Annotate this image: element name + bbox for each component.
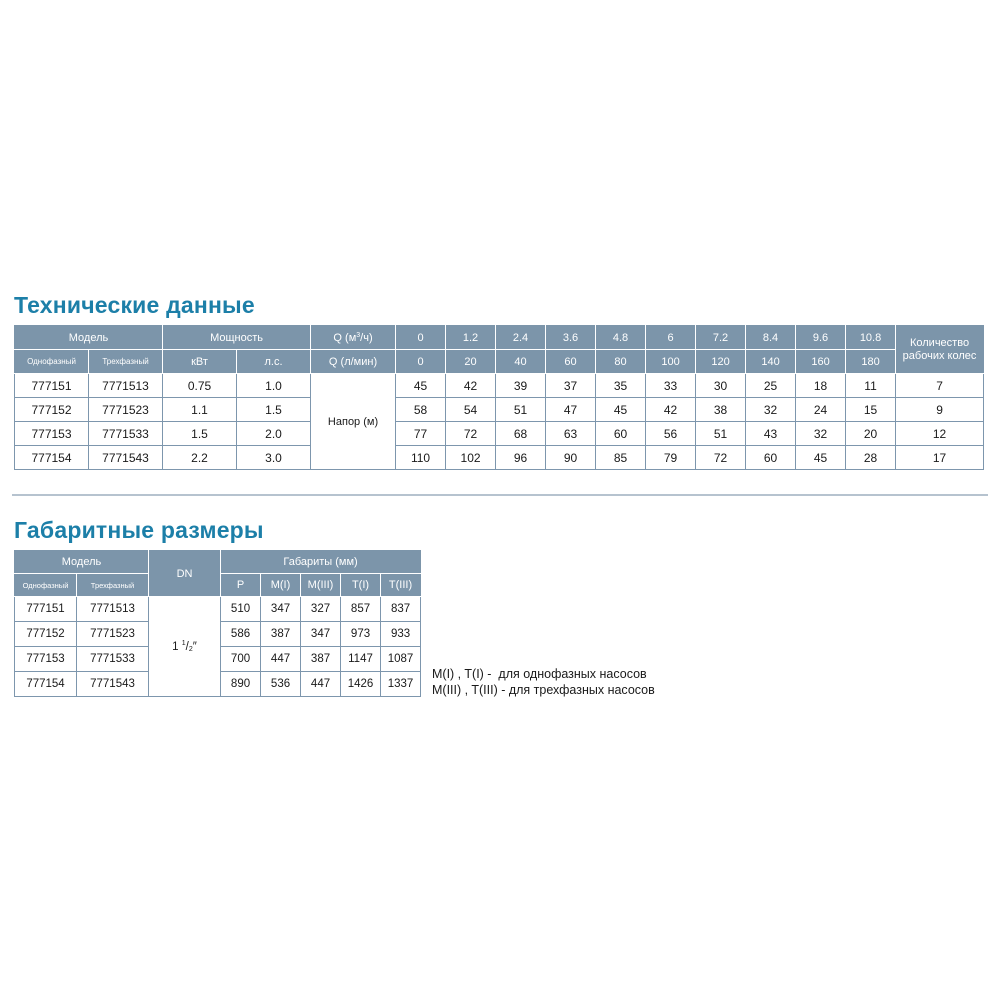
table-row bbox=[15, 398, 984, 422]
single-phase-model: 777152 bbox=[15, 398, 89, 422]
three-phase-model: 7771523 bbox=[89, 398, 163, 422]
dim-value: 837 bbox=[381, 597, 421, 622]
dim-value: 347 bbox=[261, 597, 301, 622]
dn-header: DN bbox=[149, 551, 221, 597]
tech-data-title: Технические данные bbox=[14, 292, 255, 318]
q-m3h-post: /ч) bbox=[360, 331, 373, 344]
dim-value: 857 bbox=[341, 597, 381, 622]
head-value: 47 bbox=[546, 398, 596, 422]
dimension-notes bbox=[432, 666, 655, 698]
flow-m3h-cell: 9.6 bbox=[796, 326, 846, 350]
head-value: 45 bbox=[596, 398, 646, 422]
flow-m3h-cell: 1.2 bbox=[446, 326, 496, 350]
table-row bbox=[15, 374, 984, 398]
dims-three-phase-header: Трехфазный bbox=[77, 574, 149, 597]
kw-header: кВт bbox=[163, 350, 237, 374]
head-value: 51 bbox=[696, 422, 746, 446]
head-value: 45 bbox=[796, 446, 846, 470]
dim-col-header: M(I) bbox=[261, 574, 301, 597]
tech-header-row-1 bbox=[15, 326, 984, 350]
table-row bbox=[15, 446, 984, 470]
power-hp: 1.0 bbox=[237, 374, 311, 398]
head-value: 72 bbox=[446, 422, 496, 446]
head-value: 15 bbox=[846, 398, 896, 422]
dim-value: 1087 bbox=[381, 647, 421, 672]
dim-value: 387 bbox=[261, 622, 301, 647]
flow-lmin-cell: 0 bbox=[396, 350, 446, 374]
flow-m3h-cell: 10.8 bbox=[846, 326, 896, 350]
head-value: 60 bbox=[596, 422, 646, 446]
single-phase-model: 777154 bbox=[15, 672, 77, 697]
three-phase-header: Трехфазный bbox=[89, 350, 163, 374]
three-phase-model: 7771533 bbox=[89, 422, 163, 446]
three-phase-model: 7771543 bbox=[77, 672, 149, 697]
flow-m3h-cell: 6 bbox=[646, 326, 696, 350]
head-value: 43 bbox=[746, 422, 796, 446]
head-value: 79 bbox=[646, 446, 696, 470]
dim-value: 933 bbox=[381, 622, 421, 647]
single-phase-model: 777152 bbox=[15, 622, 77, 647]
head-value: 25 bbox=[746, 374, 796, 398]
dimensions-title: Габаритные размеры bbox=[14, 517, 264, 543]
head-value: 32 bbox=[746, 398, 796, 422]
dim-col-header: T(III) bbox=[381, 574, 421, 597]
dims-single-phase-header: Однофазный bbox=[15, 574, 77, 597]
head-value: 24 bbox=[796, 398, 846, 422]
head-value: 51 bbox=[496, 398, 546, 422]
flow-m3h-cell: 3.6 bbox=[546, 326, 596, 350]
dn-value bbox=[149, 597, 221, 697]
dim-col-header: T(I) bbox=[341, 574, 381, 597]
tech-header-row-2 bbox=[15, 350, 984, 374]
flow-lmin-cell: 160 bbox=[796, 350, 846, 374]
head-value: 77 bbox=[396, 422, 446, 446]
three-phase-model: 7771513 bbox=[77, 597, 149, 622]
head-value: 42 bbox=[646, 398, 696, 422]
flow-lmin-cell: 140 bbox=[746, 350, 796, 374]
head-value: 96 bbox=[496, 446, 546, 470]
head-value: 60 bbox=[746, 446, 796, 470]
head-value: 110 bbox=[396, 446, 446, 470]
head-value: 72 bbox=[696, 446, 746, 470]
head-value: 42 bbox=[446, 374, 496, 398]
note-single-phase: M(I) , T(I) - для однофазных насосов bbox=[432, 667, 647, 681]
tech-data-table bbox=[14, 325, 984, 470]
dim-value: 387 bbox=[301, 647, 341, 672]
power-kw: 0.75 bbox=[163, 374, 237, 398]
head-value: 38 bbox=[696, 398, 746, 422]
head-value: 54 bbox=[446, 398, 496, 422]
head-value: 45 bbox=[396, 374, 446, 398]
dim-col-header: M(III) bbox=[301, 574, 341, 597]
dim-value: 1147 bbox=[341, 647, 381, 672]
head-value: 33 bbox=[646, 374, 696, 398]
table-row bbox=[15, 597, 421, 622]
single-phase-model: 777154 bbox=[15, 446, 89, 470]
head-value: 63 bbox=[546, 422, 596, 446]
head-label: Напор (м) bbox=[311, 374, 396, 470]
impellers-line-1: Количество bbox=[909, 336, 970, 349]
flow-lmin-cell: 20 bbox=[446, 350, 496, 374]
flow-lmin-cell: 80 bbox=[596, 350, 646, 374]
q-lmin-header: Q (л/мин) bbox=[311, 350, 396, 374]
three-phase-model: 7771513 bbox=[89, 374, 163, 398]
dim-col-header: P bbox=[221, 574, 261, 597]
single-phase-model: 777153 bbox=[15, 422, 89, 446]
impellers-count: 17 bbox=[896, 446, 984, 470]
head-value: 85 bbox=[596, 446, 646, 470]
impellers-count: 7 bbox=[896, 374, 984, 398]
flow-m3h-cell: 2.4 bbox=[496, 326, 546, 350]
table-row bbox=[15, 422, 984, 446]
head-value: 37 bbox=[546, 374, 596, 398]
power-kw: 2.2 bbox=[163, 446, 237, 470]
dn-slash: / bbox=[185, 641, 189, 653]
head-value: 28 bbox=[846, 446, 896, 470]
head-value: 90 bbox=[546, 446, 596, 470]
dn-numerator: 1 bbox=[181, 640, 186, 647]
flow-lmin-cell: 40 bbox=[496, 350, 546, 374]
head-value: 56 bbox=[646, 422, 696, 446]
dim-value: 973 bbox=[341, 622, 381, 647]
dims-header: Габариты (мм) bbox=[221, 551, 421, 574]
dn-inch-mark: ″ bbox=[192, 641, 197, 653]
dn-whole: 1 bbox=[172, 641, 179, 653]
head-value: 102 bbox=[446, 446, 496, 470]
impellers-count: 12 bbox=[896, 422, 984, 446]
power-header: Мощность bbox=[163, 326, 311, 350]
single-phase-model: 777153 bbox=[15, 647, 77, 672]
dim-value: 447 bbox=[301, 672, 341, 697]
power-hp: 2.0 bbox=[237, 422, 311, 446]
dn-denominator: 2 bbox=[188, 646, 193, 653]
power-kw: 1.5 bbox=[163, 422, 237, 446]
dim-value: 890 bbox=[221, 672, 261, 697]
dim-value: 1337 bbox=[381, 672, 421, 697]
model-header: Модель bbox=[15, 326, 163, 350]
flow-lmin-cell: 60 bbox=[546, 350, 596, 374]
head-value: 11 bbox=[846, 374, 896, 398]
q-m3h-pre: Q (м bbox=[333, 331, 357, 344]
q-m3h-header bbox=[311, 326, 396, 350]
flow-m3h-cell: 4.8 bbox=[596, 326, 646, 350]
head-value: 18 bbox=[796, 374, 846, 398]
head-value: 68 bbox=[496, 422, 546, 446]
dim-value: 536 bbox=[261, 672, 301, 697]
impellers-line-2: рабочих колес bbox=[902, 349, 977, 362]
single-phase-model: 777151 bbox=[15, 597, 77, 622]
dim-value: 447 bbox=[261, 647, 301, 672]
dim-value: 327 bbox=[301, 597, 341, 622]
head-value: 39 bbox=[496, 374, 546, 398]
flow-m3h-cell: 8.4 bbox=[746, 326, 796, 350]
head-value: 30 bbox=[696, 374, 746, 398]
dim-value: 347 bbox=[301, 622, 341, 647]
three-phase-model: 7771533 bbox=[77, 647, 149, 672]
three-phase-model: 7771523 bbox=[77, 622, 149, 647]
flow-lmin-cell: 180 bbox=[846, 350, 896, 374]
single-phase-header: Однофазный bbox=[15, 350, 89, 374]
dim-value: 1426 bbox=[341, 672, 381, 697]
dim-value: 700 bbox=[221, 647, 261, 672]
dim-value: 510 bbox=[221, 597, 261, 622]
single-phase-model: 777151 bbox=[15, 374, 89, 398]
flow-lmin-cell: 100 bbox=[646, 350, 696, 374]
q-m3h-sup: 3 bbox=[356, 331, 361, 339]
head-value: 32 bbox=[796, 422, 846, 446]
flow-lmin-cell: 120 bbox=[696, 350, 746, 374]
dims-header-row-1 bbox=[15, 551, 421, 574]
power-kw: 1.1 bbox=[163, 398, 237, 422]
head-value: 35 bbox=[596, 374, 646, 398]
impellers-header bbox=[896, 326, 984, 374]
flow-m3h-cell: 0 bbox=[396, 326, 446, 350]
power-hp: 1.5 bbox=[237, 398, 311, 422]
head-value: 20 bbox=[846, 422, 896, 446]
flow-m3h-cell: 7.2 bbox=[696, 326, 746, 350]
dims-model-header: Модель bbox=[15, 551, 149, 574]
impellers-count: 9 bbox=[896, 398, 984, 422]
note-three-phase: M(III) , T(III) - для трехфазных насосов bbox=[432, 683, 655, 697]
power-hp: 3.0 bbox=[237, 446, 311, 470]
hp-header: л.с. bbox=[237, 350, 311, 374]
three-phase-model: 7771543 bbox=[89, 446, 163, 470]
section-divider bbox=[12, 494, 988, 496]
dimensions-table bbox=[14, 550, 421, 697]
dim-value: 586 bbox=[221, 622, 261, 647]
head-value: 58 bbox=[396, 398, 446, 422]
